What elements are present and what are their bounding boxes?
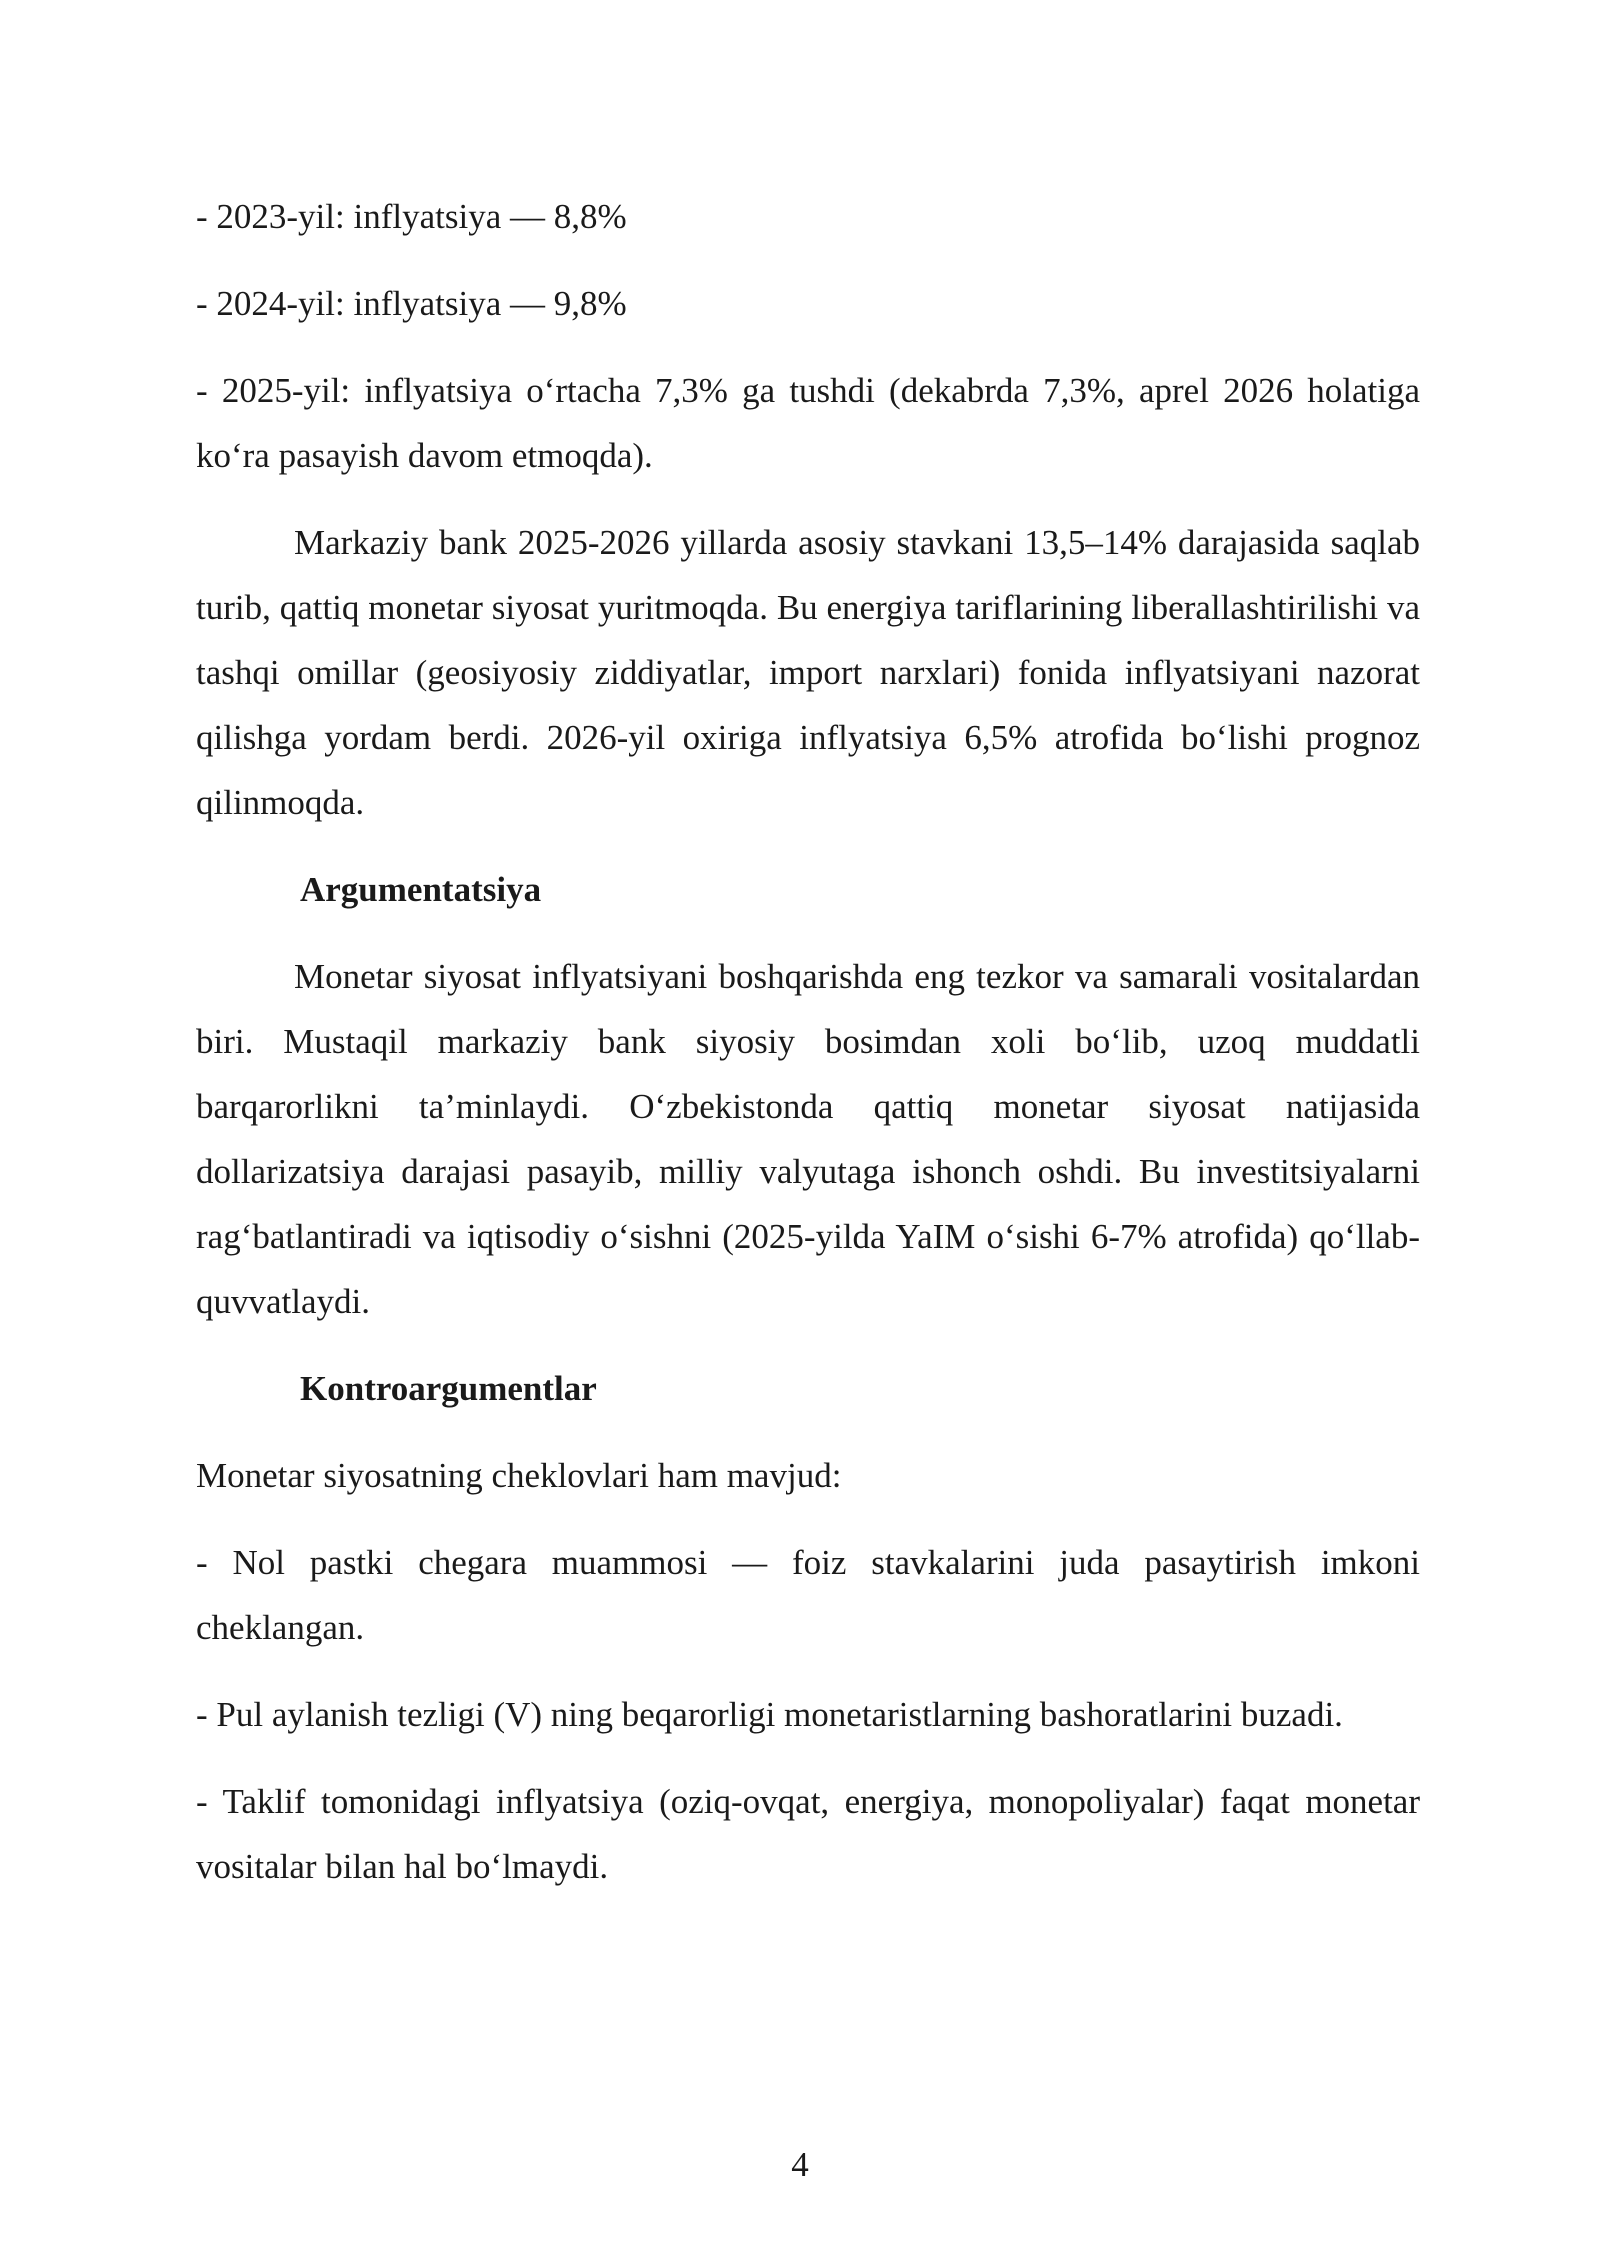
heading-argumentatsiya: Argumentatsiya — [300, 870, 542, 909]
list-item-2024: - 2024-yil: inflyatsiya — 9,8% — [196, 284, 627, 323]
list-item-supply-inflation: - Taklif tomonidagi inflyatsiya (oziq-ovqat, energiya, monopoliyalar) faqat monetar vositalar bilan hal bo‘lmaydi. — [196, 1782, 1420, 1886]
paragraph-argumentation: Monetar siyosat inflyatsiyani boshqarishda eng tezkor va samarali vositalardan biri. Mustaqil markaziy bank siyosiy bosimdan xoli bo‘lib, uzoq muddatli barqarorlikni ta’minlaydi. O‘zbekistonda qattiq monetar siyosat natijasida dollarizatsiya darajasi pasayib, milliy valyutaga ishonch oshdi. Bu investitsiyalarni rag‘batlantiradi va iqtisodiy o‘sishni (2025-yilda YaIM o‘sishi 6-7% atrofida) qo‘llab-quvvatlaydi. — [196, 957, 1420, 1321]
page-number: 4 — [791, 2145, 809, 2184]
page-content — [196, 184, 1420, 1921]
list-item-zero-lower-bound: - Nol pastki chegara muammosi — foiz stavkalarini juda pasaytirish imkoni cheklangan. — [196, 1543, 1420, 1647]
list-item-2023: - 2023-yil: inflyatsiya — 8,8% — [196, 197, 627, 236]
list-item-velocity: - Pul aylanish tezligi (V) ning beqarorligi monetaristlarning bashoratlarini buzadi. — [196, 1695, 1343, 1734]
heading-kontroargumentlar: Kontroargumentlar — [300, 1369, 597, 1408]
paragraph-central-bank: Markaziy bank 2025-2026 yillarda asosiy stavkani 13,5–14% darajasida saqlab turib, qattiq monetar siyosat yuritmoqda. Bu energiya tariflarining liberallashtirilishi va tashqi omillar (geosiyosiy ziddiyatlar, import narxlari) fonida inflyatsiyani nazorat qilishga yordam berdi. 2026-yil oxiriga inflyatsiya 6,5% atrofida bo‘lishi prognoz qilinmoqda. — [196, 523, 1420, 822]
list-item-2025: - 2025-yil: inflyatsiya o‘rtacha 7,3% ga tushdi (dekabrda 7,3%, aprel 2026 holatiga ko‘ra pasayish davom etmoqda). — [196, 371, 1420, 475]
paragraph-limitations-intro: Monetar siyosatning cheklovlari ham mavjud: — [196, 1456, 842, 1495]
